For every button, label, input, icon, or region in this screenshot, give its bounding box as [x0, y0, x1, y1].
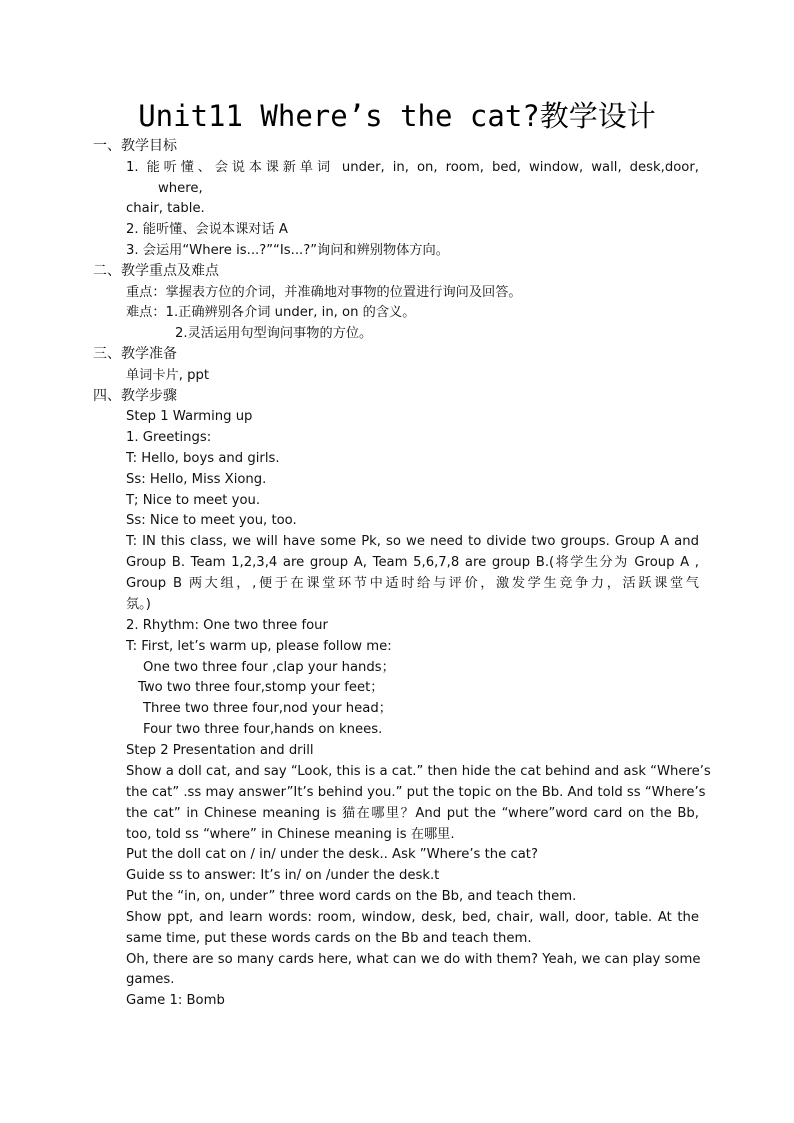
text-line: Step 2 Presentation and drill [126, 743, 314, 758]
text-line: 氛。) [126, 597, 151, 612]
text-line: One two three four ,clap your hands； [143, 660, 395, 675]
text-line: Show ppt, and learn words: room, window, desk, bed, chair, wall, door, table. At the [126, 910, 699, 925]
text-line: Two two three four,stomp your feet； [138, 680, 384, 695]
text-line: Oh, there are so many cards here, what can we do with them? Yeah, we can play some [126, 952, 701, 967]
section-heading: 一、教学目标 [93, 138, 177, 154]
text-line: 1. 能听懂、会说本课新单词 under, in, on, room, bed, window, wall, desk,door, [126, 160, 699, 175]
text-line: the cat” in Chinese meaning is 猫在哪里？And put the “where”word card on the Bb, [126, 806, 699, 821]
text-line: where, [158, 181, 203, 196]
text-line: same time, put these words cards on the Bb and teach them. [126, 931, 532, 946]
text-line: chair, table. [126, 201, 205, 216]
text-line: 3. 会运用“Where is...?”“Is...?”询问和辨别物体方向。 [126, 243, 449, 258]
text-line: Put the “in, on, under” three word cards on the Bb, and teach them. [126, 889, 577, 904]
text-line: Show a doll cat, and say “Look, this is a cat.” then hide the cat behind and ask “Where’s [126, 764, 711, 779]
text-line: T: IN this class, we will have some Pk, so we need to divide two groups. Group A and [126, 534, 699, 549]
document-title: Unit11 Where’s the cat?教学设计 [138, 99, 656, 133]
text-line: 2. Rhythm: One two three four [126, 618, 328, 633]
text-line: 重点：掌握表方位的介词，并准确地对事物的位置进行询问及回答。 [126, 285, 522, 300]
text-line: Guide ss to answer: It’s in/ on /under the desk.t [126, 868, 440, 883]
text-line: 1. Greetings: [126, 430, 212, 445]
text-line: T: First, let’s warm up, please follow me: [126, 639, 392, 654]
text-line: Step 1 Warming up [126, 409, 253, 424]
text-line: 难点：1.正确辨别各介词 under, in, on 的含义。 [126, 305, 416, 320]
text-line: 2.灵活运用句型询问事物的方位。 [175, 326, 373, 341]
section-heading: 三、教学准备 [93, 346, 177, 362]
text-line: T: Hello, boys and girls. [126, 451, 280, 466]
text-line: Group B. Team 1,2,3,4 are group A, Team 5,6,7,8 are group B.(将学生分为 Group A , [126, 555, 699, 570]
text-line: Game 1: Bomb [126, 993, 225, 1008]
text-line: Put the doll cat on / in/ under the desk.. Ask ”Where’s the cat? [126, 847, 538, 862]
section-heading: 二、教学重点及难点 [93, 263, 219, 279]
section-heading: 四、教学步骤 [93, 388, 177, 404]
text-line: Ss: Nice to meet you, too. [126, 513, 297, 528]
text-line: 单词卡片, ppt [126, 368, 210, 383]
text-line: the cat” .ss may answer”It’s behind you.” put the topic on the Bb. And told ss “Where’s [126, 785, 706, 800]
text-line: T; Nice to meet you. [126, 493, 261, 508]
text-line: 2. 能听懂、会说本课对话 A [126, 222, 288, 237]
text-line: Four two three four,hands on knees. [143, 722, 383, 737]
text-line: Ss: Hello, Miss Xiong. [126, 472, 267, 487]
text-line: Three two three four,nod your head； [143, 701, 392, 716]
text-line: too, told ss “where” in Chinese meaning is 在哪里. [126, 827, 455, 842]
text-line: games. [126, 972, 175, 987]
text-line: Group B 两大组，,便于在课堂环节中适时给与评价，激发学生竞争力，活跃课堂气 [126, 576, 699, 591]
